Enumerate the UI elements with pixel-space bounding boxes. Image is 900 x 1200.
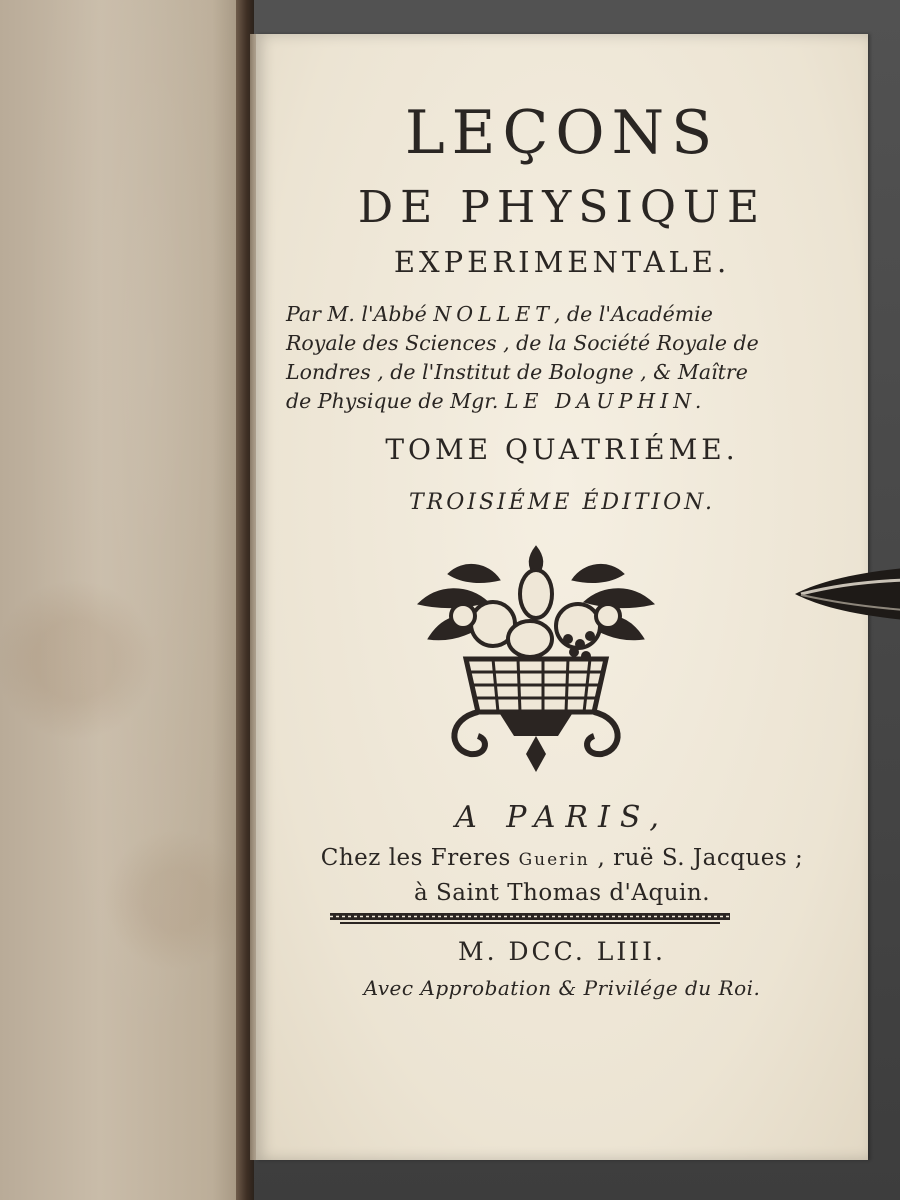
title-line-1: LEÇONS — [404, 98, 720, 168]
imprint-location: à Saint Thomas d'Aquin. — [413, 880, 711, 906]
title-line-2: DE PHYSIQUE — [357, 182, 767, 233]
front-board — [0, 0, 252, 1200]
author-line1-rest: , de l'Académie — [553, 302, 713, 326]
fruit-basket-ornament-icon — [408, 544, 664, 780]
bookmark-tip-icon — [795, 566, 900, 622]
volume-label: TOME QUATRIÉME. — [385, 433, 739, 466]
author-line-1 — [286, 300, 858, 329]
author-block — [286, 300, 858, 416]
author-line-3: Londres , de l'Institut de Bologne , & Maître — [286, 360, 748, 384]
author-line-2: Royale des Sciences , de la Société Royale de — [286, 331, 759, 355]
publisher-name: Guerin — [518, 850, 590, 870]
author-prefix: Par M. l'Abbé — [286, 302, 427, 326]
ornamental-rule — [330, 912, 730, 926]
patron-name: LE DAUPHIN. — [504, 389, 707, 413]
title-line-3: EXPERIMENTALE. — [393, 245, 731, 279]
edition-label: TROISIÉME ÉDITION. — [409, 490, 715, 515]
publisher-prefix: Chez les Freres — [320, 845, 511, 871]
imprint-city: A PARIS, — [455, 800, 669, 835]
author-line4-start: de Physique de Mgr. — [286, 389, 499, 413]
imprint-year: M. DCC. LIII. — [458, 937, 666, 966]
privilege-note: Avec Approbation & Privilége du Roi. — [363, 976, 761, 1000]
publisher-suffix: , ruë S. Jacques ; — [597, 845, 804, 871]
author-line-4 — [286, 387, 858, 416]
author-name: NOLLET — [433, 302, 554, 326]
imprint-publisher-line — [256, 845, 868, 871]
